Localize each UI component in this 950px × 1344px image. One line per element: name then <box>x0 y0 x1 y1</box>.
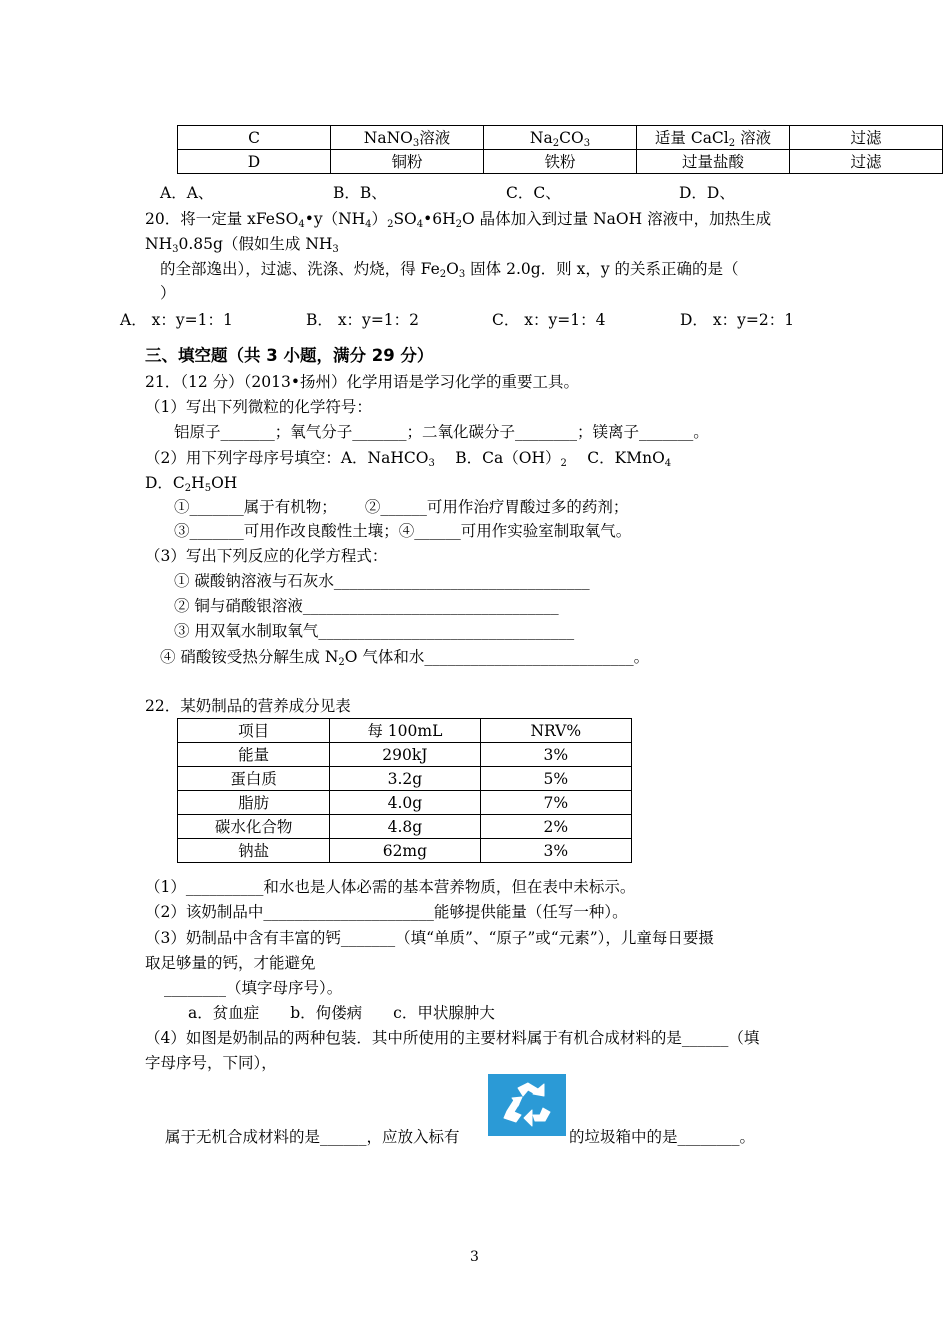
table-cell: 过滤 <box>790 126 943 150</box>
table-cell: 7% <box>480 791 631 815</box>
q22-part3-line2: 取足够量的钙，才能避免 <box>145 954 316 972</box>
table-cell: $Na_2CO_3$ <box>484 126 637 150</box>
q19-option-a: A．A、 <box>160 184 214 202</box>
table-cell: 脂肪 <box>178 791 330 815</box>
q20-line3: 的全部逸出），过滤、洗涤、灼烧，得 $Fe_2O_3$ 固体 2.0g．则 x，y 的关系正确的是（ <box>160 260 739 280</box>
q21-part2-line2: ③_______可用作改良酸性土壤；④______可用作实验室制取氧气。 <box>174 522 632 540</box>
table-cell: 过滤 <box>790 150 943 174</box>
table-row <box>178 767 632 791</box>
table-cell: D <box>178 150 331 174</box>
q22-part3-line1: （3）奶制品中含有丰富的钙_______（填“单质”、“原子”或“元素”），儿童每日要摄 <box>145 929 714 947</box>
q21-part2-line1: ①_______属于有机物； ②______可用作治疗胃酸过多的药剂； <box>174 498 629 516</box>
q21-equation-1: ① 碳酸钠溶液与石灰水_________________________________ <box>174 572 590 590</box>
table-cell: 铜粉 <box>331 150 484 174</box>
q21-intro: 21．（12 分）（2013•扬州）化学用语是学习化学的重要工具。 <box>145 373 579 391</box>
page-number: 3 <box>470 1249 479 1265</box>
q20-line4: ） <box>160 284 176 302</box>
nutrition-table <box>177 718 632 863</box>
table-row <box>178 815 632 839</box>
q21-equation-2: ② 铜与硝酸银溶液_________________________________ <box>174 597 559 615</box>
q20-option-a: A． x：y=1：1 <box>120 311 233 329</box>
table-row <box>178 791 632 815</box>
table-row <box>178 150 943 174</box>
q20-option-b: B． x：y=1：2 <box>306 311 420 329</box>
q21-part2-d: D．$C_2H_5OH$ <box>145 474 238 494</box>
q19-option-d: D．D、 <box>679 184 735 202</box>
reagent-table <box>177 125 943 174</box>
table-cell: 碳水化合物 <box>178 815 330 839</box>
q22-part2: （2）该奶制品中______________________能够提供能量（任写一种）。 <box>145 903 628 921</box>
q22-part4-line3-right: 的垃圾箱中的是________。 <box>569 1128 756 1146</box>
q19-option-c: C．C、 <box>506 184 561 202</box>
recycle-symbol-icon <box>488 1074 566 1136</box>
q22-part4-line2: 字母序号，下同）， <box>145 1054 277 1072</box>
q22-part3-line3: ________（填字母序号）。 <box>164 979 343 997</box>
q19-option-b: B．B、 <box>333 184 387 202</box>
table-row <box>178 839 632 863</box>
table-cell: 过量盐酸 <box>637 150 790 174</box>
table-cell: 3% <box>480 743 631 767</box>
table-row <box>178 126 943 150</box>
table-cell: 3.2g <box>330 767 480 791</box>
q21-equation-4: ④ 硝酸铵受热分解生成 $N_2O$ 气体和水___________________________。 <box>160 648 650 668</box>
section-title: 三、填空题（共 3 小题，满分 29 分） <box>145 346 434 365</box>
recycle-icon <box>488 1074 566 1136</box>
table-header-cell: 项目 <box>178 719 330 743</box>
table-cell: 2% <box>480 815 631 839</box>
table-cell: 蛋白质 <box>178 767 330 791</box>
table-cell: 62mg <box>330 839 480 863</box>
q20-line1: 20．将一定量 $xFeSO_4•y(NH_4)_2SO_4•6H_2O$ 晶体加入到过量 NaOH 溶液中，加热生成 <box>145 210 772 230</box>
q20-line2: $NH_30.85g$（假如生成 $NH_3$ <box>145 235 339 255</box>
q21-equation-3: ③ 用双氧水制取氧气_________________________________ <box>174 622 575 640</box>
q22-part4-line1: （4）如图是奶制品的两种包装．其中所使用的主要材料属于有机合成材料的是______（填 <box>145 1029 760 1047</box>
q22-part3-options: a．贫血症 b．佝偻病 c．甲状腺肿大 <box>188 1004 495 1022</box>
q21-part1-blanks: 铝原子_______；氧气分子_______；二氧化碳分子________；镁离子_______。 <box>174 423 709 441</box>
q22-intro: 22．某奶制品的营养成分见表 <box>145 697 351 715</box>
table-header-row <box>178 719 632 743</box>
q22-part4-line3-left: 属于无机合成材料的是______，应放入标有 <box>165 1128 460 1146</box>
table-cell: 4.8g <box>330 815 480 839</box>
q20-option-c: C． x：y=1：4 <box>492 311 606 329</box>
table-header-cell: 每 100mL <box>330 719 480 743</box>
table-cell: 铁粉 <box>484 150 637 174</box>
q21-part2: （2）用下列字母序号填空：A．NaHCO$_3$ B．$Ca(OH)_2$ C．KMnO$_4$ <box>145 449 672 469</box>
table-cell: 能量 <box>178 743 330 767</box>
table-cell: NaNO$_3$溶液 <box>331 126 484 150</box>
table-cell: 3% <box>480 839 631 863</box>
q21-part1: （1）写出下列微粒的化学符号： <box>145 398 372 416</box>
table-cell: 钠盐 <box>178 839 330 863</box>
table-cell: 适量 CaCl$_2$ 溶液 <box>637 126 790 150</box>
table-cell: 4.0g <box>330 791 480 815</box>
q22-part1: （1）__________和水也是人体必需的基本营养物质，但在表中未标示。 <box>145 878 636 896</box>
table-cell: 290kJ <box>330 743 480 767</box>
table-cell: 5% <box>480 767 631 791</box>
table-row <box>178 743 632 767</box>
table-header-cell: NRV% <box>480 719 631 743</box>
q20-option-d: D． x：y=2：1 <box>680 311 795 329</box>
q21-part3: （3）写出下列反应的化学方程式： <box>145 547 388 565</box>
table-cell: C <box>178 126 331 150</box>
